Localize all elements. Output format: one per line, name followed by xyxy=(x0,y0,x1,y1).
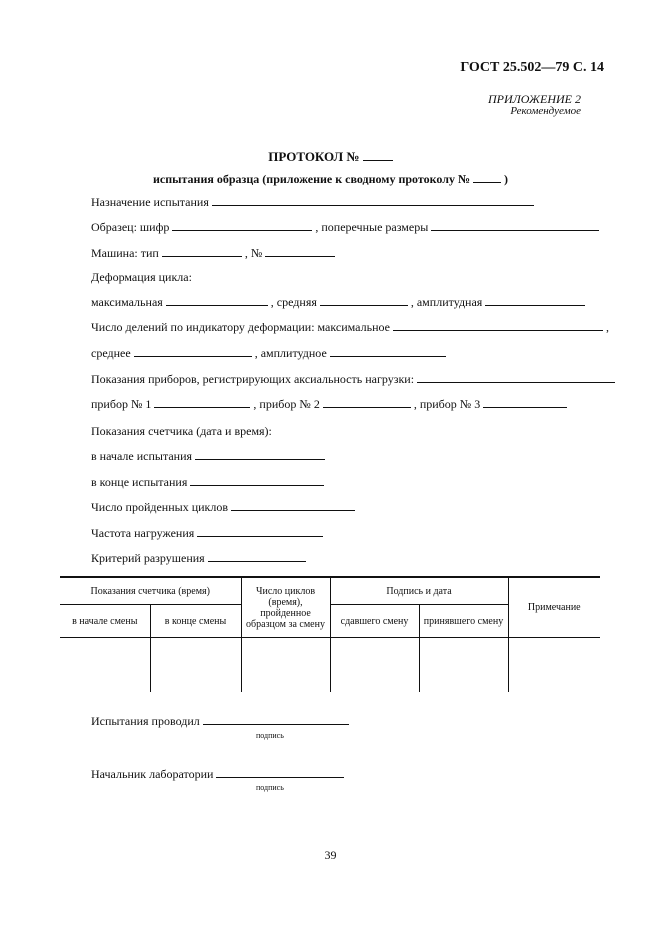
appendix-note: Рекомендуемое xyxy=(510,105,581,117)
machine-field: Машина: тип , № xyxy=(91,246,335,260)
protocol-title: ПРОТОКОЛ № xyxy=(0,149,661,165)
tester-signature-field: Испытания проводил xyxy=(91,714,349,728)
criterion-field: Критерий разрушения xyxy=(91,551,306,565)
counter-column-header: Показания счетчика (время) xyxy=(60,577,241,605)
page-number: 39 xyxy=(324,848,337,862)
cross-sizes-line[interactable] xyxy=(431,220,599,231)
frequency-line[interactable] xyxy=(197,526,323,537)
devices-field: прибор № 1 , прибор № 2 , прибор № 3 xyxy=(91,397,567,411)
chief-signature-field: Начальник лаборатории xyxy=(91,767,344,781)
start-line[interactable] xyxy=(195,449,325,460)
table-cell[interactable] xyxy=(419,638,508,693)
tester-signature-caption: подпись xyxy=(256,731,284,740)
table-cell[interactable] xyxy=(241,638,330,693)
sample-code-line[interactable] xyxy=(172,220,312,231)
divisions-field: Число делений по индикатору деформации: максимальное , xyxy=(91,320,609,334)
standard-header: ГОСТ 25.502—79 С. 14 xyxy=(460,60,604,75)
chief-signature-caption: подпись xyxy=(256,783,284,792)
table-cell[interactable] xyxy=(150,638,241,693)
purpose-field: Назначение испытания xyxy=(91,195,534,209)
start-field: в начале испытания xyxy=(91,449,325,463)
handed-over-header: сдавшего смену xyxy=(330,605,419,638)
cycles-column-header: Число циклов (время), пройденное образцом за смену xyxy=(241,577,330,638)
cycles-line[interactable] xyxy=(231,500,355,511)
divisions-amplitude-line[interactable] xyxy=(330,346,446,357)
device-1-line[interactable] xyxy=(154,397,250,408)
deformation-amplitude-line[interactable] xyxy=(485,295,585,306)
shift-end-header: в конце смены xyxy=(150,605,241,638)
axiality-field: Показания приборов, регистрирующих аксиальность нагрузки: xyxy=(91,372,615,386)
criterion-line[interactable] xyxy=(208,551,306,562)
table-cell[interactable] xyxy=(330,638,419,693)
frequency-field: Частота нагружения xyxy=(91,526,323,540)
accepted-header: принявшего смену xyxy=(419,605,508,638)
purpose-line[interactable] xyxy=(212,195,534,206)
cycle-deformation-heading: Деформация цикла: xyxy=(91,270,192,284)
deformation-field: максимальная , средняя , амплитудная xyxy=(91,295,585,309)
divisions-field-2: среднее , амплитудное xyxy=(91,346,446,360)
divisions-mean-line[interactable] xyxy=(134,346,252,357)
sample-field: Образец: шифр , поперечные размеры xyxy=(91,220,599,234)
axiality-line[interactable] xyxy=(417,372,615,383)
signature-column-header: Подпись и дата xyxy=(330,577,508,605)
device-3-line[interactable] xyxy=(483,397,567,408)
protocol-subtitle: испытания образца (приложение к сводному протоколу № ) xyxy=(152,172,509,186)
shift-start-header: в начале смены xyxy=(60,605,150,638)
tester-signature-line[interactable] xyxy=(203,714,349,725)
table-cell[interactable] xyxy=(60,638,150,693)
end-field: в конце испытания xyxy=(91,475,324,489)
machine-type-line[interactable] xyxy=(162,246,242,257)
deformation-mean-line[interactable] xyxy=(320,295,408,306)
divisions-max-line[interactable] xyxy=(393,320,603,331)
end-line[interactable] xyxy=(190,475,324,486)
shift-log-table xyxy=(60,576,600,692)
device-2-line[interactable] xyxy=(323,397,411,408)
cycles-field: Число пройденных циклов xyxy=(91,500,355,514)
note-column-header: Примечание xyxy=(508,577,600,638)
table-cell[interactable] xyxy=(508,638,600,693)
deformation-max-line[interactable] xyxy=(166,295,268,306)
counter-heading: Показания счетчика (дата и время): xyxy=(91,424,272,438)
chief-signature-line[interactable] xyxy=(216,767,344,778)
appendix-label: ПРИЛОЖЕНИЕ 2 xyxy=(488,92,581,106)
machine-number-line[interactable] xyxy=(265,246,335,257)
